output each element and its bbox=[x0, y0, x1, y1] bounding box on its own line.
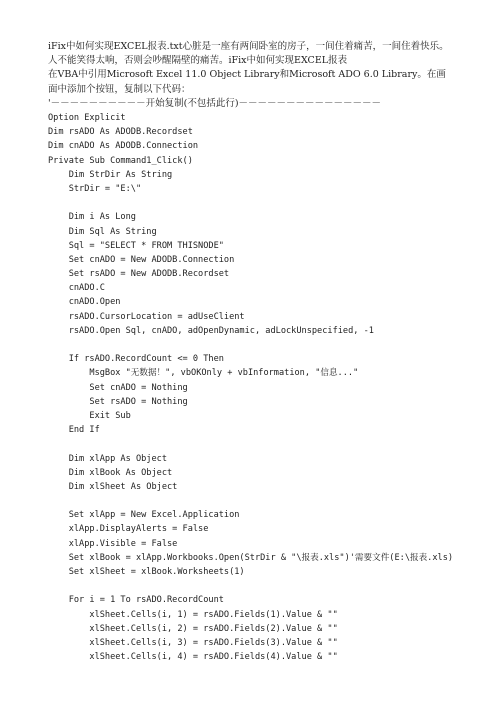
intro-paragraph-instructions: 在VBA中引用Microsoft Excel 11.0 Object Library和Microsoft ADO 6.0 Library。在画面中添加个按钮，复制以下代码： bbox=[48, 69, 446, 95]
code-line: StrDir = "E:\" bbox=[48, 183, 142, 194]
code-line bbox=[48, 437, 450, 451]
code-line: xlSheet.Cells(i, 3) = rsADO.Fields(3).Value & "" bbox=[48, 637, 338, 648]
code-line: rsADO.CursorLocation = adUseClient bbox=[48, 311, 245, 322]
code-line: Set cnADO = Nothing bbox=[48, 382, 188, 393]
code-line: Option Explicit bbox=[48, 113, 126, 124]
code-line: cnADO.C bbox=[48, 283, 105, 294]
code-line: End If bbox=[48, 425, 100, 436]
code-line: Set xlSheet = xlBook.Worksheets(1) bbox=[48, 567, 245, 578]
code-line: cnADO.Open bbox=[48, 297, 121, 308]
code-line bbox=[48, 579, 450, 593]
code-line: rsADO.Open Sql, cnADO, adOpenDynamic, adLockUnspecified, -1 bbox=[48, 325, 374, 336]
code-line: Set xlApp = New Excel.Application bbox=[48, 510, 240, 521]
code-line bbox=[48, 338, 450, 352]
document-page bbox=[48, 40, 454, 664]
code-line: Dim StrDir As String bbox=[48, 169, 173, 180]
code-line bbox=[48, 494, 450, 508]
code-line: Dim Sql As String bbox=[48, 226, 157, 237]
code-line: xlApp.DisplayAlerts = False bbox=[48, 524, 209, 535]
code-line: xlApp.Visible = False bbox=[48, 538, 178, 549]
code-line: xlSheet.Cells(i, 1) = rsADO.Fields(1).Value & "" bbox=[48, 609, 338, 620]
code-line: Exit Sub bbox=[48, 410, 131, 421]
code-line: Dim xlSheet As Object bbox=[48, 481, 178, 492]
code-line: Sql = "SELECT * FROM THISNODE" bbox=[48, 240, 224, 251]
code-line: Set rsADO = New ADODB.Recordset bbox=[48, 269, 230, 280]
code-line: Private Sub Command1_Click() bbox=[48, 155, 193, 166]
code-line: If rsADO.RecordCount <= 0 Then bbox=[48, 354, 224, 365]
code-line bbox=[48, 196, 450, 210]
code-line: xlSheet.Cells(i, 2) = rsADO.Fields(2).Value & "" bbox=[48, 623, 338, 634]
code-line: MsgBox "无数据！", vbOKOnly + vbInformation, "信息..." bbox=[48, 368, 359, 379]
intro-paragraph-title: iFix中如何实现EXCEL报表.txt心脏是一座有两间卧室的房子，一间住着痛苦，一间住着快乐。人不能笑得太响，否则会吵醒隔壁的痛苦。iFix中如何实现EXCEL报表 bbox=[48, 41, 449, 67]
code-line: Set xlBook = xlApp.Workbooks.Open(StrDir & "\报表.xls")'需要文件(E:\报表.xls) bbox=[48, 552, 454, 563]
code-line: Dim i As Long bbox=[48, 212, 136, 223]
code-line: Dim rsADO As ADODB.Recordset bbox=[48, 127, 193, 138]
code-line: Set cnADO = New ADODB.Connection bbox=[48, 254, 235, 265]
code-line: xlSheet.Cells(i, 4) = rsADO.Fields(4).Value & "" bbox=[48, 652, 338, 663]
copy-start-marker: '－－－－－－－－－－开始复制(不包括此行)－－－－－－－－－－－－－－－ bbox=[48, 97, 382, 109]
code-line: For i = 1 To rsADO.RecordCount bbox=[48, 595, 224, 606]
code-line: Dim xlApp As Object bbox=[48, 453, 167, 464]
vba-code-block bbox=[48, 111, 454, 664]
code-line: Set rsADO = Nothing bbox=[48, 396, 188, 407]
intro-text bbox=[48, 40, 450, 111]
code-line: Dim xlBook As Object bbox=[48, 467, 173, 478]
code-line: Dim cnADO As ADODB.Connection bbox=[48, 141, 199, 152]
